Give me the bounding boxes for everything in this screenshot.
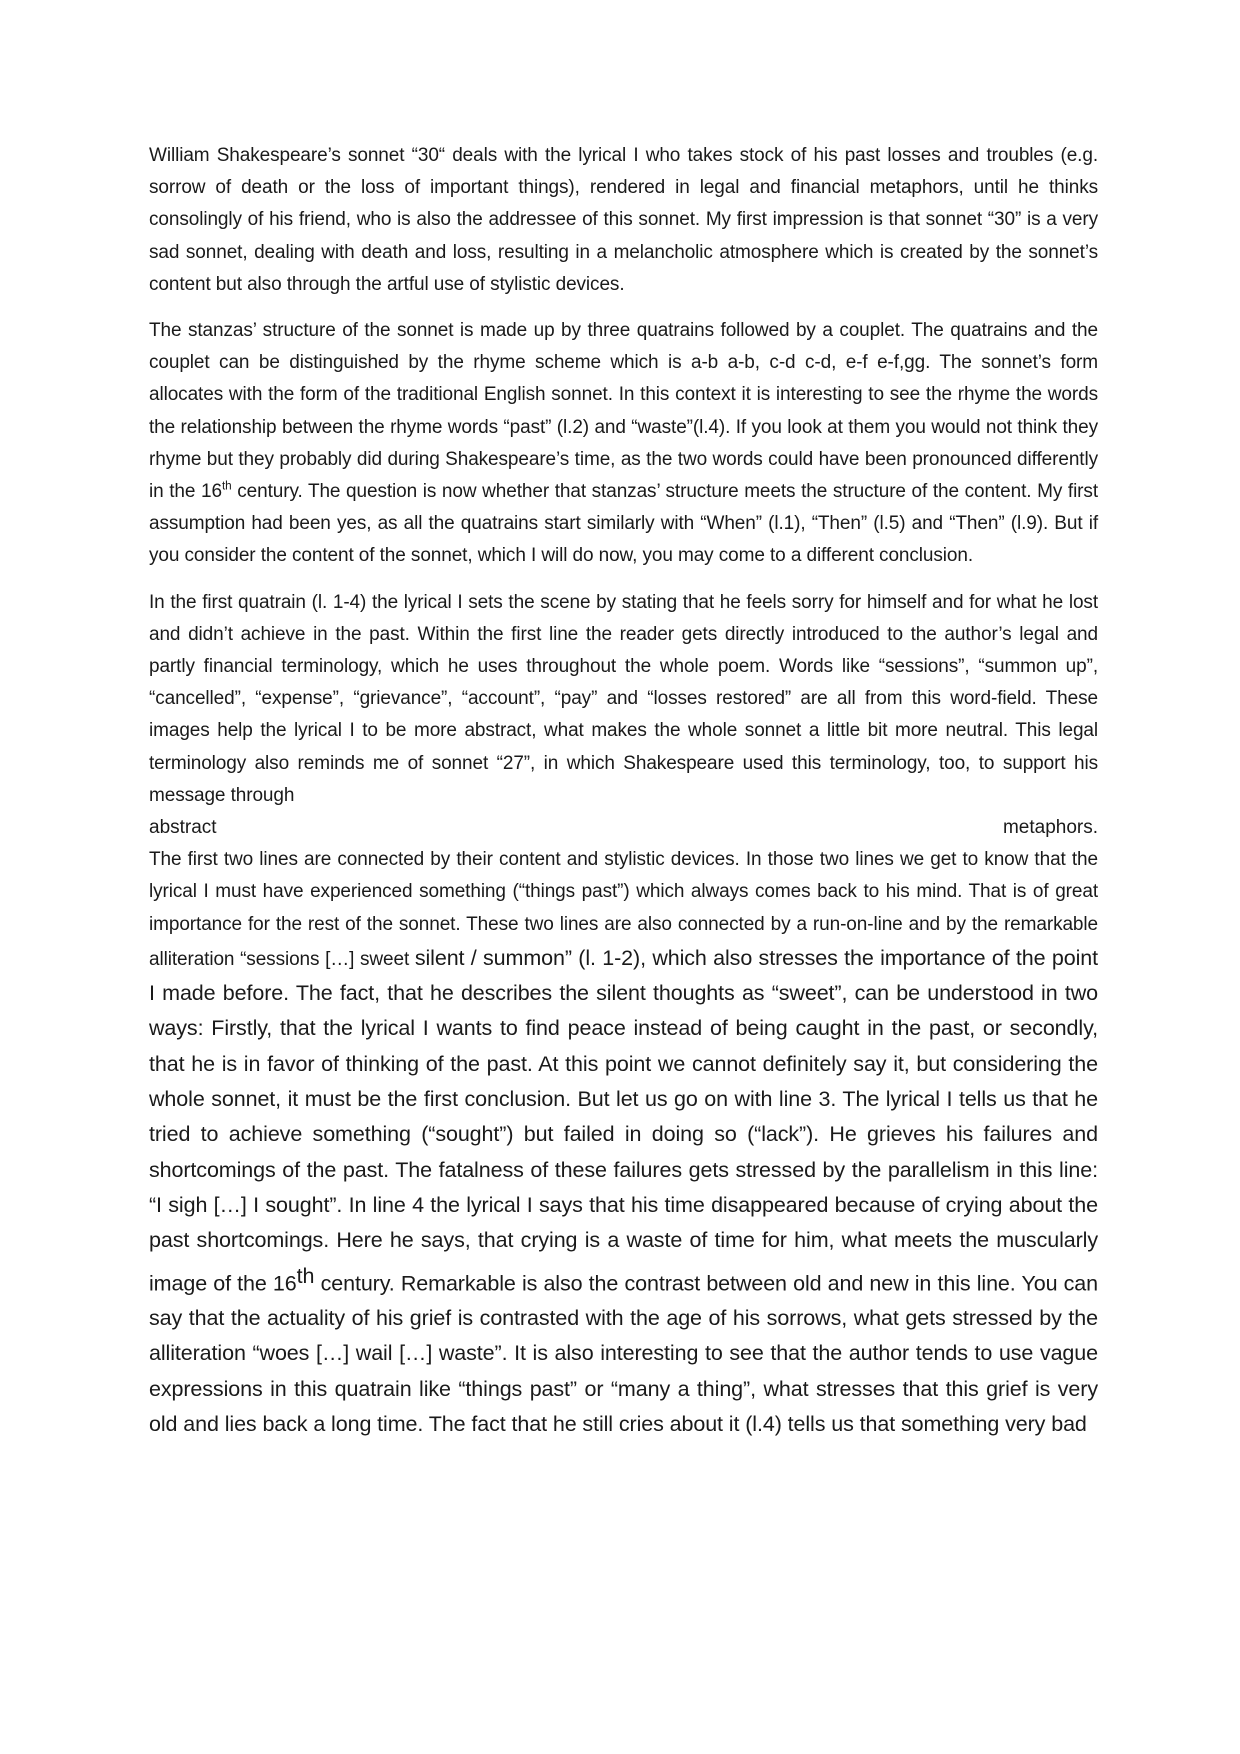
paragraph-structure-part-b: century. The question is now whether that stanzas’ structure meets the structure of the content. My first assumption had been yes, as all the quatrains start similarly with “When” (l.1), “Then” (l.5) and “Then” (l.9). But if you consider the content of the sonnet, which I will do now, you may come to a different conclusion. bbox=[149, 481, 1098, 567]
paragraph-analysis-part-a: silent / summon” (l. 1-2), which also stresses the importance of the point I made before. The fact, that he describes the silent thoughts as “sweet”, can be understood in two ways: Firstly, that the lyrical I wants to find peace instead of being caught in the past, or secondly, that he is in favor of thinking of the past. At this point we cannot definitely say it, but considering the whole sonnet, it must be the first conclusion. But let us go on with line 3. The lyrical I tells us that he tried to achieve something (“sought”) but failed in doing so (“lack”). He grieves his failures and shortcomings of the past. The fatalness of these failures gets stressed by the parallelism in this line: “I sigh […] I sought”. In line 4 the lyrical I says that his time disappeared because of crying about the past shortcomings. Here he says, that crying is a waste of time for him, what meets the muscularly image of the 16 bbox=[149, 945, 1098, 1295]
last-line-left-word: abstract bbox=[149, 817, 217, 839]
paragraph-first-quatrain: In the first quatrain (l. 1-4) the lyrical I sets the scene by stating that he feels sorry for himself and for what he lost and didn’t achieve in the past. Within the first line the reader gets directly introduced to the author’s legal and partly financial terminology, which he uses throughout the whole poem. Words like “sessions”, “summon up”, “cancelled”, “expense”, “grievance”, “account”, “pay” and “losses restored” are all from this word-field. These images help the lyrical I to be more abstract, what makes the whole sonnet a little bit more neutral. This legal terminology also reminds me of sonnet “27”, in which Shakespeare used this terminology, too, to support his message through bbox=[149, 591, 1098, 806]
superscript-th-2: th bbox=[296, 1263, 315, 1288]
paragraph-first-two-lines bbox=[149, 844, 1098, 1442]
paragraph-structure bbox=[149, 315, 1098, 573]
justified-last-line bbox=[149, 812, 1098, 844]
last-line-right-word: metaphors. bbox=[1002, 817, 1098, 839]
paragraph-first-two-lines-text: The first two lines are connected by their content and stylistic devices. In those two lines we get to know that the lyrical I must have experienced something (“things past”) which always comes back to his mind. That is of great importance for the rest of the sonnet. These two lines are also connected by a run-on-line and by the remarkable alliteration “sessions […] sweet bbox=[149, 849, 1098, 970]
paragraph-intro: William Shakespeare’s sonnet “30“ deals with the lyrical I who takes stock of his past losses and troubles (e.g. sorrow of death or the loss of important things), rendered in legal and financial metaphors, until he thinks consolingly of his friend, who is also the addressee of this sonnet. My first impression is that sonnet “30” is a very sad sonnet, dealing with death and loss, resulting in a melancholic atmosphere which is created by the sonnet’s content but also through the artful use of stylistic devices. bbox=[149, 145, 1098, 295]
document-page bbox=[149, 140, 1098, 1442]
paragraph-structure-part-a: The stanzas’ structure of the sonnet is made up by three quatrains followed by a couplet. The quatrains and the couplet can be distinguished by the rhyme scheme which is a-b a-b, c-d c-d, e-f e-f,gg. The sonnet’s form allocates with the form of the traditional English sonnet. In this context it is interesting to see the rhyme the words the relationship between the rhyme words “past” (l.2) and “waste”(l.4). If you look at them you would not think they rhyme but they probably did during Shakespeare’s time, as the two words could have been pronounced differently in the 16 bbox=[149, 320, 1098, 503]
superscript-th: th bbox=[221, 479, 232, 493]
paragraph-analysis-part-b: century. Remarkable is also the contrast between old and new in this line. You can say that the actuality of his grief is contrasted with the age of his sorrows, what gets stressed by the alliteration “woes […] wail […] waste”. It is also interesting to see that the author tends to use vague expressions in this quatrain like “things past” or “many a thing”, what stresses that this grief is very old and lies back a long time. The fact that he still cries about it (l.4) tells us that something very bad bbox=[149, 1270, 1098, 1437]
